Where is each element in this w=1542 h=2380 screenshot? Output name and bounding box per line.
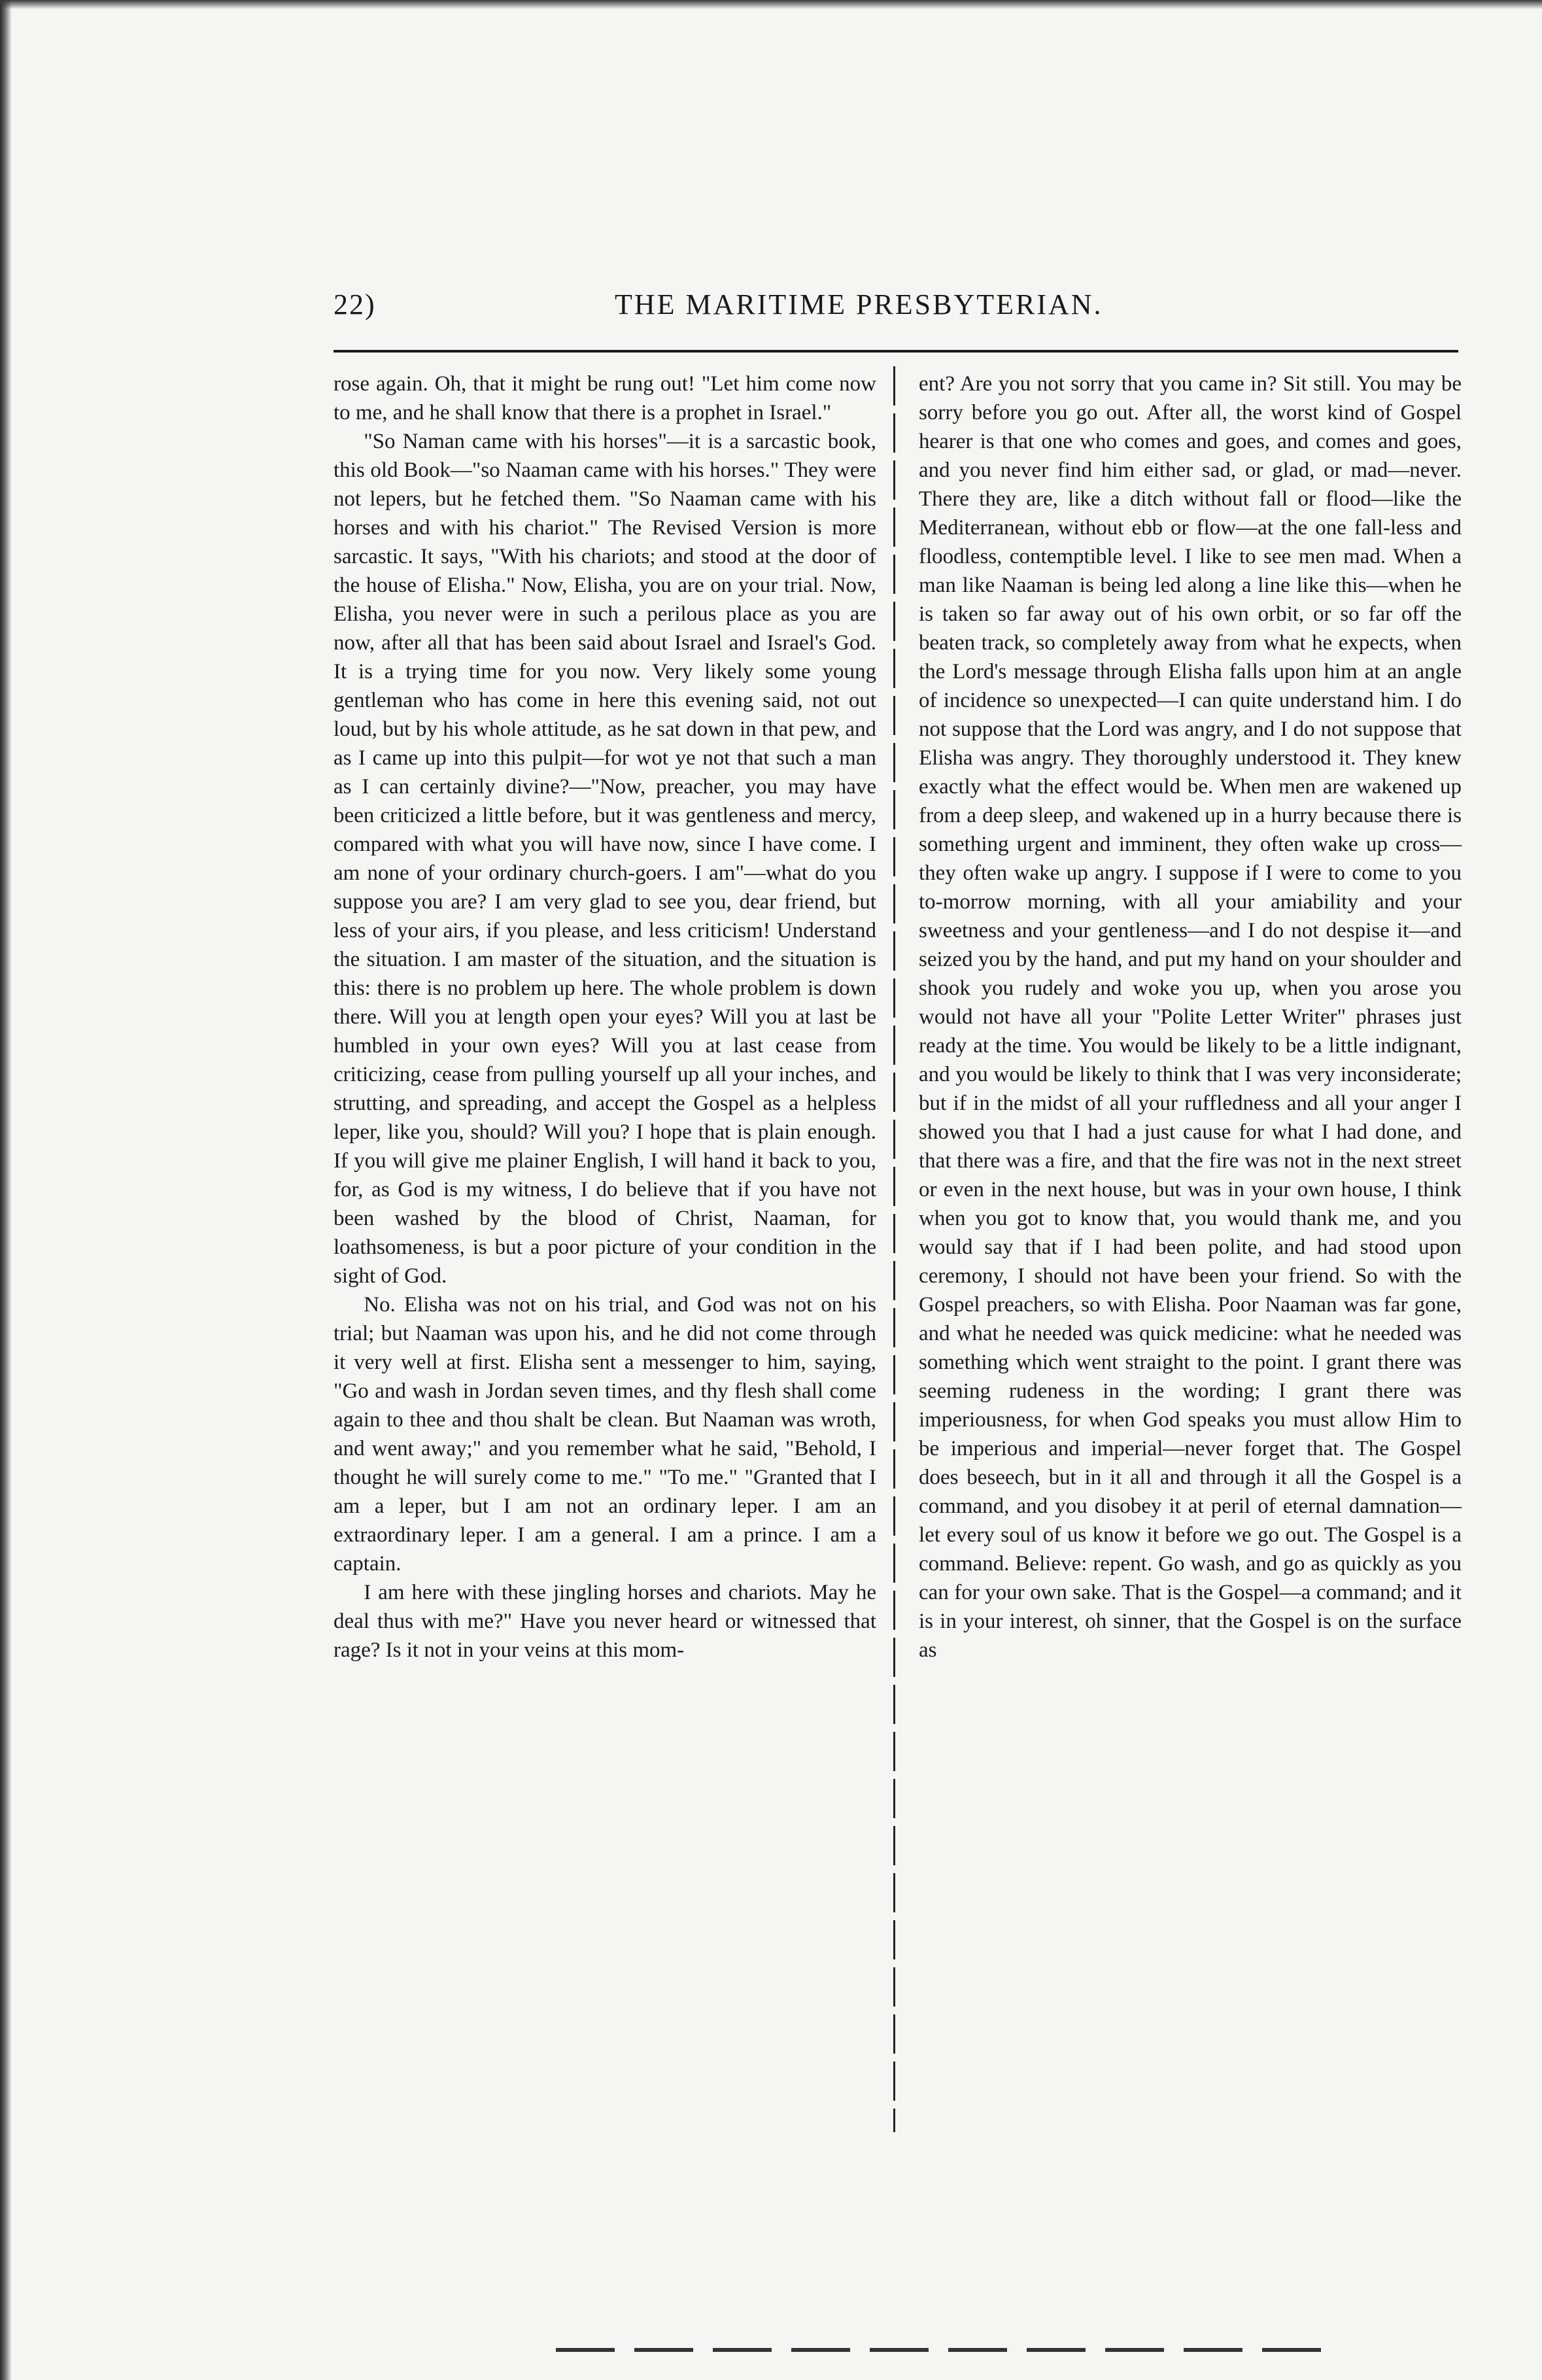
page-header xyxy=(334,288,1458,340)
paragraph: No. Elisha was not on his trial, and God was not on his trial; but Naaman was upon his, and he did not come through it very well at first. Elisha sent a messenger to him, saying, "Go and wash in Jordan seven times, and thy flesh shall come again to thee and thou shalt be clean. But Naaman was wroth, and went away;" and you remember what he said, "Behold, I thought he will surely come to me." "To me." "Granted that I am a leper, but I am not an ordinary leper. I am an extraordinary leper. I am a general. I am a prince. I am a captain. xyxy=(334,1293,876,1576)
bottom-rule xyxy=(556,2348,1341,2352)
header-rule xyxy=(334,350,1458,353)
right-column xyxy=(919,370,1462,1664)
paragraph: rose again. Oh, that it might be rung out! "Let him come now to me, and he shall know that there is a prophet in Israel." xyxy=(334,372,876,424)
scan-left-edge xyxy=(0,0,12,2380)
running-title: THE MARITIME PRESBYTERIAN. xyxy=(615,288,1103,320)
paragraph: ent? Are you not sorry that you came in? Sit still. You may be sorry before you go out. After all, the worst kind of Gospel hearer is that one who comes and goes, and comes and goes, and you never find him either sad, or glad, or mad—never. There they are, like a ditch without fall or flood—like the Mediterranean, without ebb or flow—at the one fall-less and floodless, contemptible level. I like to see men mad. When a man like Naaman is being led along a line like this—when he is taken so far away out of his own orbit, or so far off the beaten track, so completely away from what he expects, when the Lord's message through Elisha falls upon him at an angle of incidence so unexpected—I can quite understand him. I do not suppose that the Lord was angry, and I do not suppose that Elisha was angry. They thoroughly understood it. They knew exactly what the effect would be. When men are wakened up from a deep sleep, and wakened up in a hurry because there is something urgent and imminent, they often wake up cross—they often wake up angry. I suppose if I were to come to you to-morrow morning, with all your amiability and your sweetness and your gentleness—and I do not despise it—and seized you by the hand, and put my hand on your shoulder and shook you rudely and woke you up, when you arose you would not have all your "Polite Letter Writer" phrases just ready at the time. You would be likely to be a little indignant, and you would be likely to think that I was very inconsiderate; but if in the midst of all your ruffledness and all your anger I showed you that I had a just cause for what I had done, and that there was a fire, and that the fire was not in the next street or even in the next house, but was in your own house, I think when you got to know that, you would thank me, and you would say that if I had been polite, and had stood upon ceremony, I should not have been your friend. So with the Gospel preachers, so with Elisha. Poor Naaman was far gone, and what he needed was quick medicine: what he needed was something which went straight to the point. I grant there was seeming rudeness in the wording; I grant there was imperiousness, for when God speaks you must allow Him to be imperious and imperial—never forget that. The Gospel does beseech, but in it all and through it all the Gospel is a command, and you disobey it at peril of eternal damnation—let every soul of us know it before we go out. The Gospel is a command. Believe: repent. Go wash, and go as quickly as you can for your own sake. That is the Gospel—a command; and it is in your interest, oh sinner, that the Gospel is on the surface as xyxy=(919,372,1462,1662)
page-number: 22) xyxy=(334,288,376,320)
column-divider xyxy=(893,366,895,2132)
scan-top-edge xyxy=(0,0,1542,9)
left-column xyxy=(334,370,876,1664)
paragraph: I am here with these jingling horses and chariots. May he deal thus with me?" Have you never heard or witnessed that rage? Is it not in your veins at this mom- xyxy=(334,1581,876,1662)
paragraph: "So Naman came with his horses"—it is a sarcastic book, this old Book—"so Naaman came with his horses." They were not lepers, but he fetched them. "So Naaman came with his horses and with his chariot." The Revised Version is more sarcastic. It says, "With his chariots; and stood at the door of the house of Elisha." Now, Elisha, you are on your trial. Now, Elisha, you never were in such a perilous place as you are now, after all that has been said about Israel and Israel's God. It is a trying time for you now. Very likely some young gentleman who has come in here this evening said, not out loud, but by his whole attitude, as he sat down in that pew, and as I came up into this pulpit—for wot ye not that such a man as I can certainly divine?—"Now, preacher, you may have been criticized a little before, but it was gentleness and mercy, compared with what you will have now, since I have come. I am none of your ordinary church-goers. I am"—what do you suppose you are? I am very glad to see you, dear friend, but less of your airs, if you please, and less criticism! Understand the situation. I am master of the situation, and the situation is this: there is no problem up here. The whole problem is down there. Will you at length open your eyes? Will you at last be humbled in your own eyes? Will you at last cease from criticizing, cease from pulling yourself up all your inches, and strutting, and spreading, and accept the Gospel as a helpless leper, like you, should? Will you? I hope that is plain enough. If you will give me plainer English, I will hand it back to you, for, as God is my witness, I do believe that if you have not been washed by the blood of Christ, Naaman, for loathsomeness, is but a poor picture of your condition in the sight of God. xyxy=(334,430,876,1288)
